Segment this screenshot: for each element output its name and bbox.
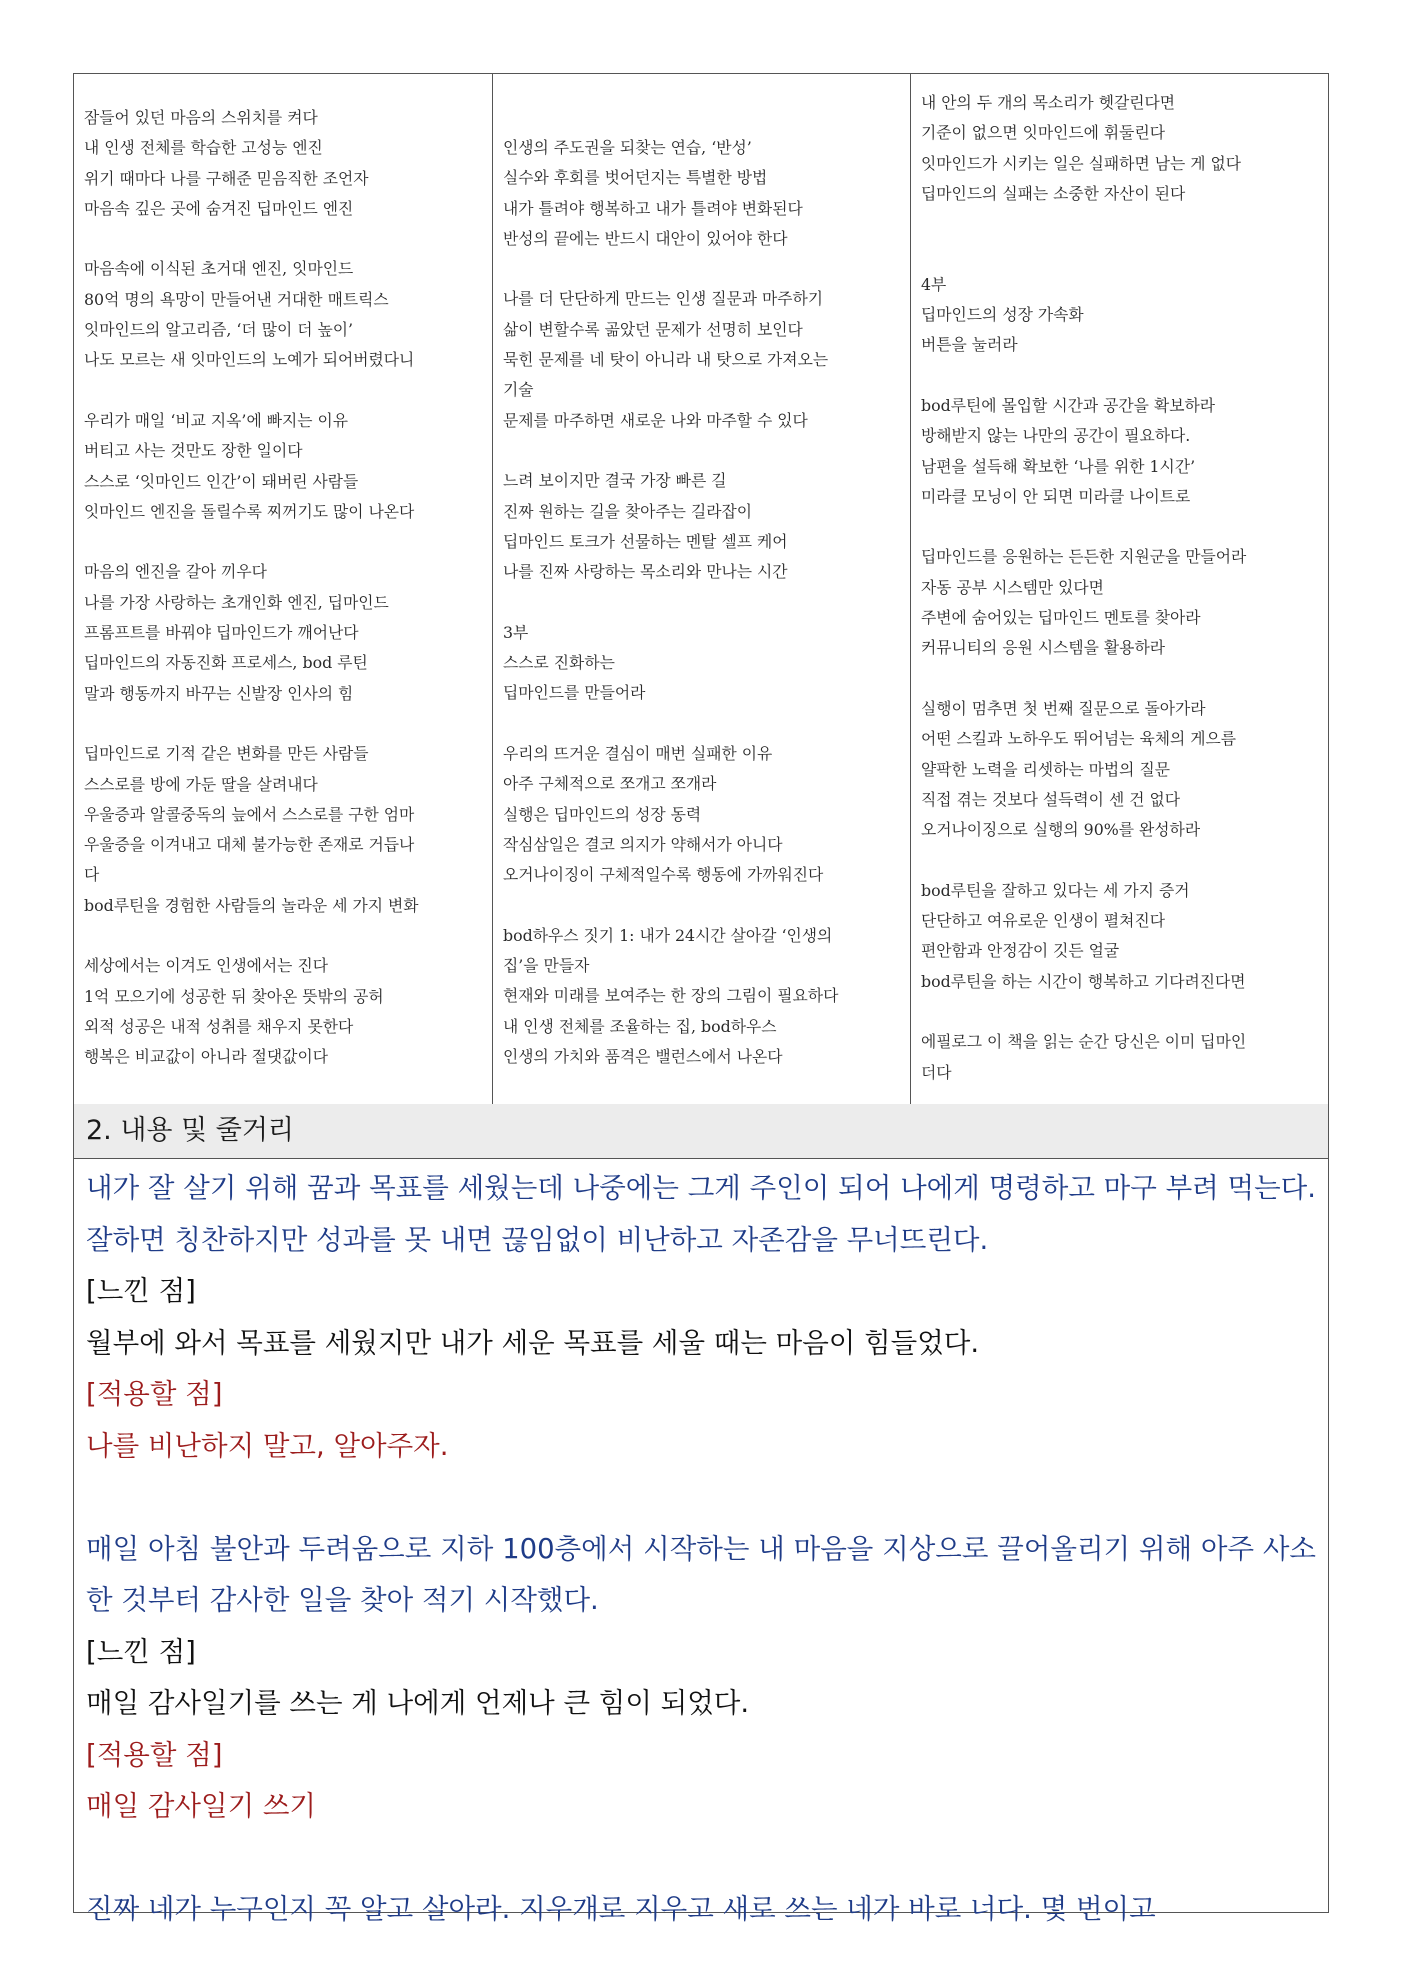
toc-line: bod하우스 짓기 1: 내가 24시간 살아갈 ‘인생의	[503, 925, 833, 945]
toc-line: 더다	[921, 1062, 952, 1082]
toc-line: 우리의 뜨거운 결심이 매번 실패한 이유	[503, 743, 773, 763]
toc-line: 마음속에 이식된 초거대 엔진, 잇마인드	[84, 259, 354, 279]
toc-line: bod루틴에 몰입할 시간과 공간을 확보하라	[921, 395, 1215, 415]
toc-line: 얄팍한 노력을 리셋하는 마법의 질문	[921, 759, 1170, 779]
book-quote: 진짜 네가 누구인지 꼭 알고 살아라. 지우개로 지우고 새로 쓰는 네가 바로 너다. 몇 번이고	[86, 1893, 1156, 1925]
toc-column-1	[74, 74, 492, 1104]
toc-line: 에필로그 이 책을 읽는 순간 당신은 이미 딥마인	[921, 1032, 1247, 1052]
toc-spacer	[921, 997, 1318, 1027]
toc-line: 오거나이징으로 실행의 90%를 완성하라	[921, 820, 1201, 840]
toc-spacer	[84, 376, 482, 406]
toc-line: 딥마인드를 만들어라	[503, 683, 646, 703]
toc-column-2	[492, 74, 910, 1104]
toc-line: 스스로 진화하는	[503, 653, 615, 673]
toc-line: 내 인생 전체를 학습한 고성능 엔진	[84, 138, 323, 158]
toc-line: 직접 겪는 것보다 설득력이 센 건 없다	[921, 789, 1181, 809]
toc-line: 반성의 끝에는 반드시 대안이 있어야 한다	[503, 228, 788, 248]
apply-point: 매일 감사일기 쓰기	[86, 1790, 317, 1822]
toc-line: 편안함과 안정감이 깃든 얼굴	[921, 941, 1120, 961]
toc-line: 딥마인드의 실패는 소중한 자산이 된다	[921, 183, 1186, 203]
toc-line: 딥마인드의 자동진화 프로세스, bod 루틴	[84, 653, 368, 673]
document-page	[73, 73, 1329, 1925]
toc-line: 자동 공부 시스템만 있다면	[921, 577, 1104, 597]
toc-line: 우리가 매일 ‘비교 지옥’에 빠지는 이유	[84, 410, 349, 430]
toc-line: 삶이 변할수록 곪았던 문제가 선명히 보인다	[503, 319, 803, 339]
toc-line: 우울증과 알콜중독의 늪에서 스스로를 구한 엄마	[84, 804, 415, 824]
toc-line: 내 안의 두 개의 목소리가 헷갈린다면	[921, 93, 1176, 112]
paragraph-spacer	[86, 1472, 1316, 1524]
paragraph-spacer	[86, 1833, 1316, 1885]
toc-spacer	[84, 224, 482, 254]
toc-line: 내가 틀려야 행복하고 내가 틀려야 변화된다	[503, 198, 803, 218]
toc-line: 커뮤니티의 응원 시스템을 활용하라	[921, 638, 1165, 658]
toc-spacer	[503, 436, 900, 466]
apply-point: [적용할 점]	[86, 1738, 223, 1771]
toc-spacer	[503, 890, 900, 920]
toc-line: 잠들어 있던 마음의 스위치를 켜다	[84, 108, 318, 127]
toc-line: 마음속 깊은 곳에 숨겨진 딥마인드 엔진	[84, 198, 354, 218]
toc-spacer	[503, 709, 900, 739]
toc-line: 어떤 스킬과 노하우도 뛰어넘는 육체의 게으름	[921, 729, 1237, 749]
reflection: 매일 감사일기를 쓰는 게 나에게 언제나 큰 힘이 되었다.	[86, 1687, 750, 1719]
toc-line: 오거나이징이 구체적일수록 행동에 가까워진다	[503, 865, 824, 885]
toc-line: 내 인생 전체를 조율하는 집, bod하우스	[503, 1016, 777, 1036]
toc-line: 우울증을 이겨내고 대체 불가능한 존재로 거듭나	[84, 835, 415, 855]
toc-line: 버튼을 눌러라	[921, 335, 1018, 355]
toc-line: 기준이 없으면 잇마인드에 휘둘린다	[921, 123, 1165, 143]
toc-line: 인생의 주도권을 되찾는 연습, ‘반성’	[503, 138, 752, 157]
toc-line: 미라클 모닝이 안 되면 미라클 나이트로	[921, 486, 1191, 506]
toc-line: 인생의 가치와 품격은 밸런스에서 나온다	[503, 1046, 783, 1066]
toc-line: 묵힌 문제를 네 탓이 아니라 내 탓으로 가져오는	[503, 350, 829, 370]
book-quote: 내가 잘 살기 위해 꿈과 목표를 세웠는데 나중에는 그게 주인이 되어 나에게 명령하고 마구 부려 먹는다. 잘하면 칭찬하지만 성과를 못 내면 끊임없이 비난하고 자존감을 무너뜨린다.	[86, 1172, 1316, 1256]
book-quote: 매일 아침 불안과 두려움으로 지하 100층에서 시작하는 내 마음을 지상으로 끌어올리기 위해 아주 사소한 것부터 감사한 일을 찾아 적기 시작했다.	[86, 1532, 1316, 1616]
summary-content	[74, 1159, 1328, 1936]
toc-line: 외적 성공은 내적 성취를 채우지 못한다	[84, 1016, 354, 1036]
toc-line: bod루틴을 하는 시간이 행복하고 기다려진다면	[921, 971, 1246, 991]
toc-line: 주변에 숨어있는 딥마인드 멘토를 찾아라	[921, 608, 1201, 628]
toc-line: 마음의 엔진을 갈아 끼우다	[84, 562, 267, 582]
toc-spacer	[84, 709, 482, 739]
apply-point: 나를 비난하지 말고, 알아주자.	[86, 1429, 449, 1462]
toc-line: 딥마인드를 응원하는 든든한 지원군을 만들어라	[921, 547, 1247, 567]
toc-line: 진짜 원하는 길을 찾아주는 길라잡이	[503, 501, 752, 521]
toc-line: 3부	[503, 622, 529, 642]
toc-line: 나도 모르는 새 잇마인드의 노예가 되어버렸다니	[84, 350, 415, 370]
toc-line: bod루틴을 경험한 사람들의 놀라운 세 가지 변화	[84, 895, 419, 915]
section-title: 2. 내용 및 줄거리	[74, 1104, 1328, 1159]
reflection: [느낀 점]	[86, 1275, 196, 1307]
toc-spacer	[921, 361, 1318, 391]
toc-line: 작심삼일은 결코 의지가 약해서가 아니다	[503, 834, 783, 854]
toc-spacer	[921, 512, 1318, 542]
toc-line: 나를 더 단단하게 만드는 인생 질문과 마주하기	[503, 289, 824, 309]
toc-line: 나를 진짜 사랑하는 목소리와 만나는 시간	[503, 562, 788, 582]
toc-line: 실수와 후회를 벗어던지는 특별한 방법	[503, 168, 768, 188]
toc-line: 1억 모으기에 성공한 뒤 찾아온 뜻밖의 공허	[84, 986, 384, 1006]
toc-spacer	[503, 254, 900, 284]
toc-line: 잇마인드가 시키는 일은 실패하면 남는 게 없다	[921, 153, 1242, 173]
toc-line: 나를 가장 사랑하는 초개인화 엔진, 딥마인드	[84, 592, 389, 612]
toc-line: 잇마인드의 알고리즘, ‘더 많이 더 높이’	[84, 320, 354, 340]
toc-spacer	[921, 845, 1318, 875]
toc-line: 단단하고 여유로운 인생이 펼쳐진다	[921, 911, 1165, 931]
table-of-contents	[74, 74, 1328, 1105]
toc-line: 4부	[921, 274, 947, 294]
toc-line: 80억 명의 욕망이 만들어낸 거대한 매트릭스	[84, 289, 389, 309]
toc-line: 느려 보이지만 결국 가장 빠른 길	[503, 471, 727, 491]
toc-spacer	[921, 209, 1318, 239]
toc-line: 실행은 딥마인드의 성장 동력	[503, 804, 702, 824]
toc-line: 프롬프트를 바꿔야 딥마인드가 깨어난다	[84, 623, 359, 643]
toc-line: 문제를 마주하면 새로운 나와 마주할 수 있다	[503, 410, 808, 430]
toc-line: 방해받지 않는 나만의 공간이 필요하다.	[921, 426, 1191, 446]
toc-spacer	[921, 239, 1318, 269]
toc-spacer	[84, 921, 482, 951]
toc-line: 스스로 ‘잇마인드 인간’이 돼버린 사람들	[84, 471, 359, 491]
toc-spacer	[921, 664, 1318, 694]
toc-spacer	[503, 587, 900, 617]
toc-line: 현재와 미래를 보여주는 한 장의 그림이 필요하다	[503, 986, 839, 1006]
toc-line: 남편을 설득해 확보한 ‘나를 위한 1시간’	[921, 456, 1196, 476]
toc-line: 딥마인드의 성장 가속화	[921, 305, 1084, 325]
toc-line: 스스로를 방에 가둔 딸을 살려내다	[84, 774, 318, 794]
toc-line: 위기 때마다 나를 구해준 믿음직한 조언자	[84, 168, 369, 188]
toc-line: 다	[84, 865, 100, 885]
toc-line: 기술	[503, 380, 534, 400]
apply-point: [적용할 점]	[86, 1378, 223, 1410]
toc-line: 딥마인드로 기적 같은 변화를 만든 사람들	[84, 744, 369, 764]
toc-line: 버티고 사는 것만도 장한 일이다	[84, 441, 303, 461]
toc-line: 실행이 멈추면 첫 번째 질문으로 돌아가라	[921, 698, 1206, 718]
toc-line: bod루틴을 잘하고 있다는 세 가지 증거	[921, 880, 1190, 900]
toc-spacer	[84, 527, 482, 557]
toc-line: 말과 행동까지 바꾸는 신발장 인사의 힘	[84, 683, 354, 703]
reflection: 월부에 와서 목표를 세웠지만 내가 세운 목표를 세울 때는 마음이 힘들었다.	[86, 1326, 980, 1359]
toc-line: 행복은 비교값이 아니라 절댓값이다	[84, 1047, 328, 1067]
toc-line: 세상에서는 이겨도 인생에서는 진다	[84, 956, 328, 976]
toc-line: 집’을 만들자	[503, 956, 590, 976]
toc-line: 잇마인드 엔진을 돌릴수록 찌꺼기도 많이 나온다	[84, 501, 415, 521]
reflection: [느낀 점]	[86, 1635, 196, 1668]
toc-line: 아주 구체적으로 쪼개고 쪼개라	[503, 774, 717, 794]
toc-line: 딥마인드 토크가 선물하는 멘탈 셀프 케어	[503, 531, 788, 551]
toc-column-3	[910, 74, 1328, 1104]
